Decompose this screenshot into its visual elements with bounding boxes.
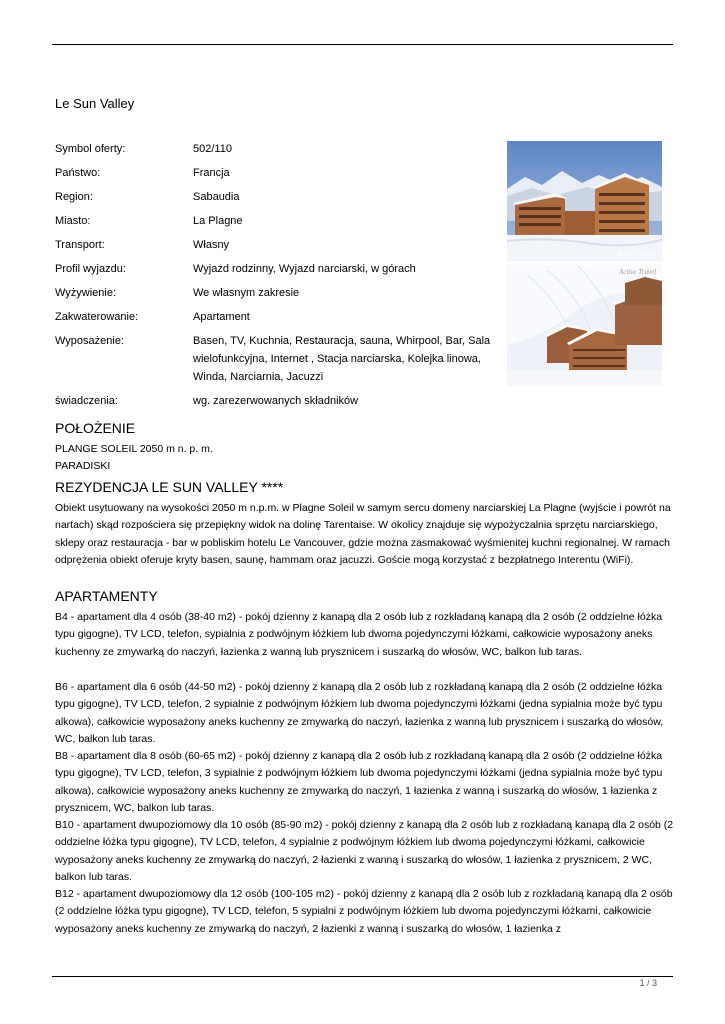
page-number: 1 / 3 [639,978,657,988]
property-value: 502/110 [193,143,232,155]
apartment-b4-paragraph: B4 - apartament dla 4 osób (38-40 m2) - pokój dzienny z kanapą dla 2 osób lub z rozkładaną kanapą dla 2 osób (2 oddzielne łóżka typu gigogne), TV LCD, telefon, sypialnia z podwójnym łóżkiem lub dwoma pojedynczymi łóżkami, całkowicie wyposażony aneks kuchenny ze zmywarką do naczyń, łazienka z wanną lub prysznicem i suszarką do włosów, WC, balkon lub taras. [55,611,663,658]
property-value: Wyjazd rodzinny, Wyjazd narciarski, w górach [193,263,416,275]
property-value: We własnym zakresie [193,287,300,299]
top-rule [52,44,673,45]
polozenie-line: PARADISKI [55,460,111,472]
section-heading-rezydencja: REZYDENCJA LE SUN VALLEY **** [55,479,284,495]
apartment-b6-paragraph: B6 - apartament dla 6 osób (44-50 m2) - pokój dzienny z kanapą dla 2 osób lub z rozkładaną kanapą dla 2 osób (2 oddzielne łóżka typu gigogne), TV LCD, telefon, 2 sypialnie z podwójnym łóżkiem lub dwoma pojedynczymi łóżkami (jedna sypialnia może być typu alkowa), całkowicie wyposażony aneks kuchenny ze zmywarką do naczyń, łazienka z wanną lub prysznicem i suszarką do włosów, WC, balkon lub taras. [55,681,664,745]
property-value: Basen, TV, Kuchnia, Restauracja, sauna, Whirpool, Bar, Sala wielofunkcyjna, Internet , Stacja narciarska, Kolejka linowa, Winda, Narciarnia, Jacuzzi [193,335,491,383]
property-value: Apartament [193,311,250,323]
rezydencja-paragraph: Obiekt usytuowany na wysokości 2050 m n.p.m. w Plagne Soleil w samym sercu domeny narciarskiej La Plagne (wyjście i powrót na nartach) skąd rozpościera się przepiękny widok na dolinę Tarentaise. W okolicy znajduje się wypożyczalnia sprzętu narciarskiego, sklepy oraz restauracja - bar w pobliskim hotelu Le Vancouver, gdzie można zasmakować wyśmienitej kuchni regionalnej. W ramach odprężenia obiekt oferuje kryty basen, saunę, hammam oraz jacuzzi. Goście mogą korzystać z bezpłatnego Interentu (WiFi). [55,502,671,566]
property-row [55,392,495,416]
property-label: Transport: [55,239,105,251]
property-label: Wyposażenie: [55,335,124,347]
property-label: Wyżywienie: [55,287,117,299]
property-table [55,140,495,416]
apartment-b10-paragraph: B10 - apartament dwupoziomowy dla 10 osób (85-90 m2) - pokój dzienny z kanapą dla 2 osób lub z rozkładaną kanapą dla 2 osób (2 oddzielne łóżka typu gigogne), TV LCD, telefon, 4 sypialnie z podwójnym łóżkiem lub dwoma pojedynczymi łóżkami, całkowicie wyposażony aneks kuchenny ze zmywarką do naczyń, 2 łazienki z wanną i suszarką do włosów, 1 łazienka z prysznicem, 2 WC, balkon lub taras. [55,819,674,883]
property-row [55,308,495,332]
apartment-b12-paragraph: B12 - apartament dwupoziomowy dla 12 osób (100-105 m2) - pokój dzienny z kanapą dla 2 osób lub z rozkładaną kanapą dla 2 osób (2 oddzielne łóżka typu gigogne), TV LCD, telefon, 5 sypialni z podwójnym łóżkiem lub dwoma pojedynczymi łóżkami, całkowicie wyposażony aneks kuchenny ze zmywarką do naczyń, 2 łazienki z wanną i suszarką do włosów, 1 łazienka z [55,888,673,935]
property-label: Zakwaterowanie: [55,311,139,323]
property-label: Region: [55,191,93,203]
property-row [55,188,495,212]
property-value: Sabaudia [193,191,240,203]
photo-watermark: Active Travel [617,250,655,258]
property-label: Państwo: [55,167,101,179]
property-label: Profil wyjazdu: [55,263,126,275]
section-heading-apartamenty: APARTAMENTY [55,588,158,604]
property-value: Francja [193,167,230,179]
property-row [55,260,495,284]
property-value: wg. zarezerwowanych składników [193,395,359,407]
property-row [55,164,495,188]
property-value: Własny [193,239,230,251]
property-row [55,284,495,308]
property-value: La Plagne [193,215,243,227]
polozenie-line: PLANGE SOLEIL 2050 m n. p. m. [55,443,213,455]
property-label: Symbol oferty: [55,143,126,155]
document-title: Le Sun Valley [55,96,135,111]
section-heading-polozenie: POŁOŻENIE [55,420,136,436]
slope-photo-image [507,265,662,386]
bottom-rule [52,976,673,977]
resort-photo [507,141,662,261]
property-row [55,332,495,386]
property-label: świadczenia: [55,395,118,407]
property-label: Miasto: [55,215,91,227]
resort-photo-image [507,141,662,261]
slope-photo [507,265,662,386]
property-row [55,140,495,164]
property-row [55,212,495,236]
apartment-b8-paragraph: B8 - apartament dla 8 osób (60-65 m2) - pokój dzienny z kanapą dla 2 osób lub z rozkładaną kanapą dla 2 osób (2 oddzielne łóżka typu gigogne), TV LCD, telefon, 3 sypialnie z podwójnym łóżkiem lub dwoma pojedynczymi łóżkami (jedna sypialnia może być typu alkowa), całkowicie wyposażony aneks kuchenny ze zmywarką do naczyń, 1 łazienka z wanną i suszarką do włosów, 1 łazienka z prysznicem, WC, balkon lub taras. [55,750,663,814]
property-row [55,236,495,260]
photo-watermark: Active Travel [619,268,657,276]
